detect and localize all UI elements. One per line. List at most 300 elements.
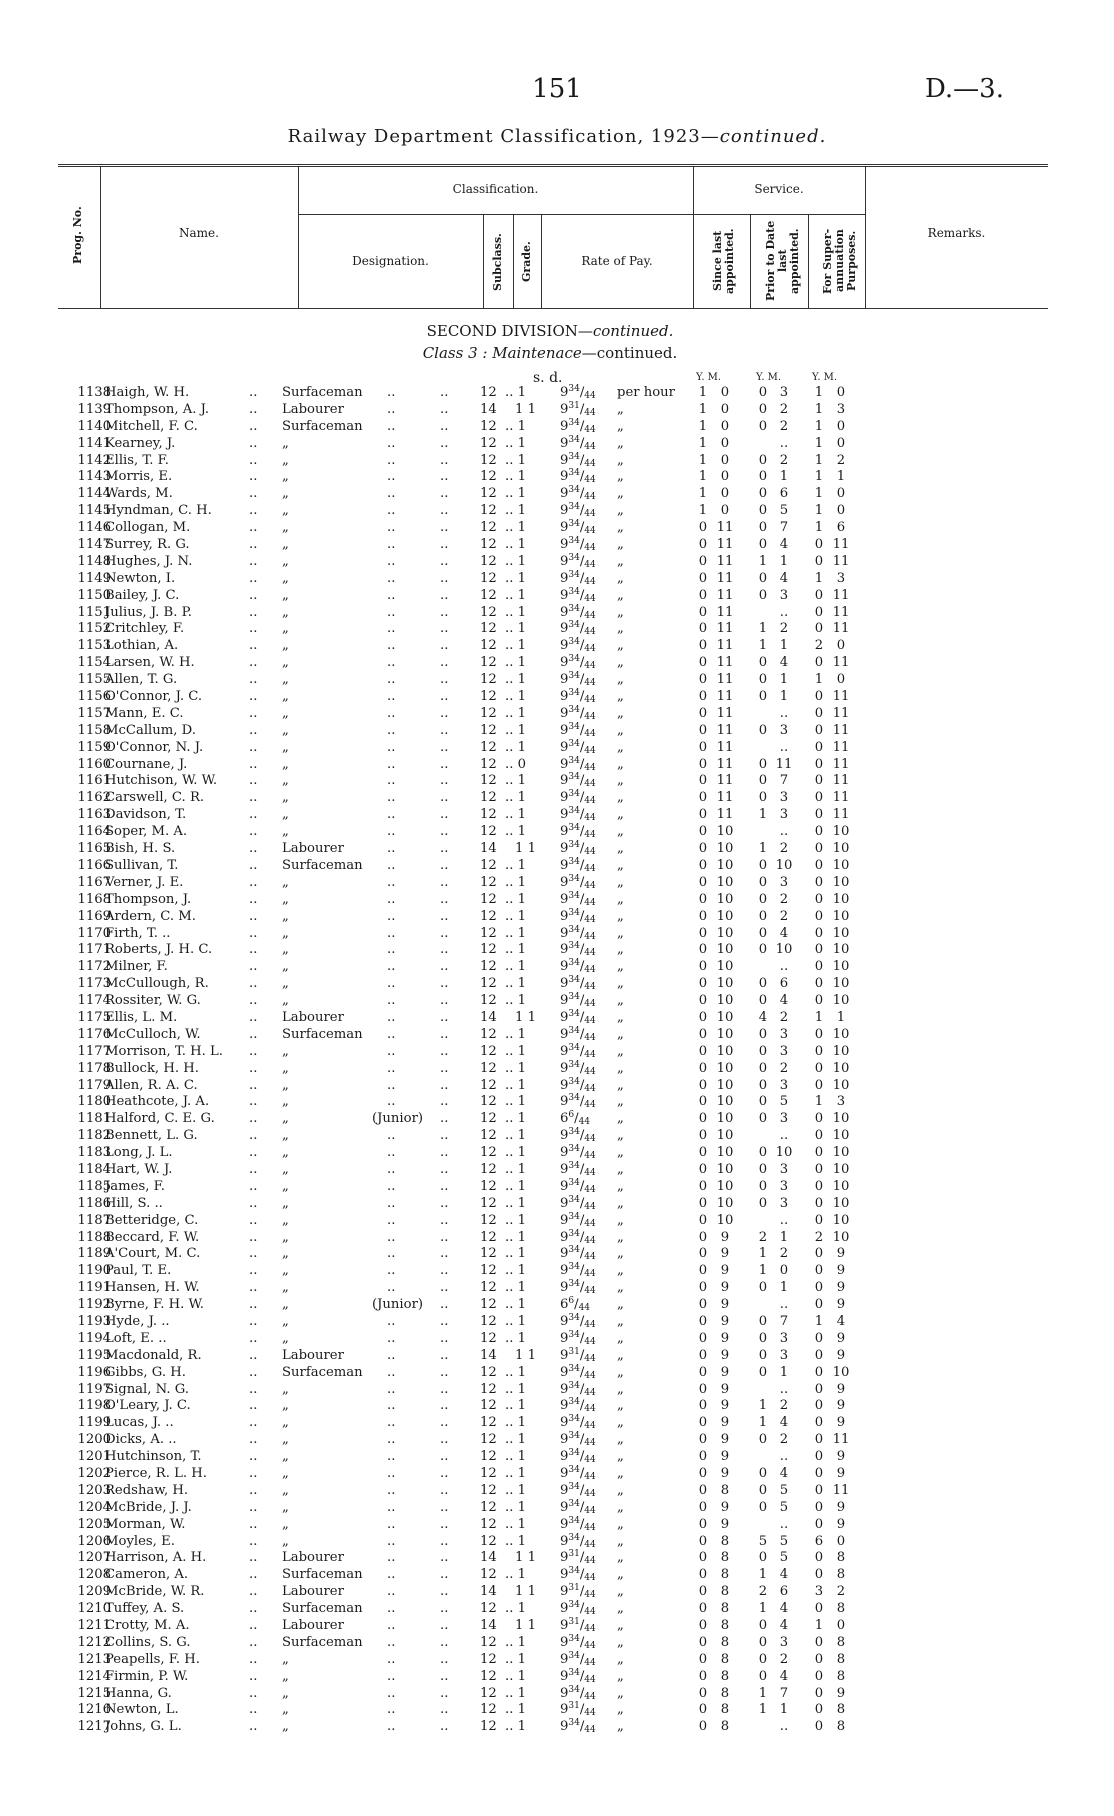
cell-designation: „ [282, 604, 289, 620]
table-body [0, 385, 1114, 1736]
table-row [0, 1719, 1114, 1736]
cell-super-months: 10 [832, 1043, 850, 1059]
cell-super-months: 0 [836, 638, 846, 654]
cell-since-years: 0 [698, 1094, 708, 1110]
cell-grade: .. 1 [505, 1330, 526, 1346]
leader-dots: .. [249, 1516, 258, 1532]
cell-rate: $9^{34}/_{44}$ [560, 1380, 596, 1398]
cell-name: Betteridge, C. [105, 1212, 199, 1228]
leader-dots: .. [440, 1668, 449, 1684]
leader-dots: .. [387, 705, 396, 721]
cell-since-months: 9 [720, 1297, 730, 1313]
cell-since-months: 8 [720, 1533, 730, 1549]
leader-dots: .. [249, 418, 258, 434]
cell-prior-months: 4 [779, 1601, 789, 1617]
cell-prior-months: .. [779, 1297, 789, 1313]
cell-grade: .. 1 [505, 1161, 526, 1177]
cell-prog-no: 1159 [77, 739, 111, 755]
cell-prior-months: 4 [779, 925, 789, 941]
cell-prior-years: 0 [758, 1161, 768, 1177]
cell-designation: „ [282, 570, 289, 586]
cell-prior-years: 0 [758, 1195, 768, 1211]
cell-prog-no: 1198 [77, 1398, 111, 1414]
cell-prog-no: 1169 [77, 908, 111, 924]
cell-super-months: 3 [836, 1094, 846, 1110]
cell-prog-no: 1181 [77, 1111, 111, 1127]
table-row [0, 1517, 1114, 1534]
cell-since-years: 0 [698, 1009, 708, 1025]
cell-designation: „ [282, 1280, 289, 1296]
cell-prior-months: 10 [775, 1145, 793, 1161]
cell-name: Kearney, J. [105, 435, 176, 451]
leader-dots: .. [387, 874, 396, 890]
cell-subclass: 12 [480, 385, 497, 400]
cell-since-months: 10 [716, 925, 734, 941]
cell-prior-years: 1 [758, 1685, 768, 1701]
cell-rate-unit: „ [617, 672, 624, 688]
cell-prior-months: 7 [779, 773, 789, 789]
leader-dots: .. [440, 1550, 449, 1566]
cell-since-months: 9 [720, 1499, 730, 1515]
cell-rate: $9^{34}/_{44}$ [560, 688, 596, 706]
cell-since-months: 9 [720, 1347, 730, 1363]
cell-prior-months: 2 [779, 452, 789, 468]
currency-units-header: s. d. [533, 370, 563, 386]
leader-dots: .. [249, 1111, 258, 1127]
cell-prior-months: .. [779, 1719, 789, 1735]
cell-super-years: 0 [814, 1195, 824, 1211]
cell-grade: 1 1 [515, 1550, 536, 1566]
cell-super-years: 0 [814, 705, 824, 721]
cell-prior-years: 0 [758, 537, 768, 553]
cell-designation: „ [282, 1297, 289, 1313]
cell-name: Lothian, A. [105, 638, 179, 654]
cell-subclass: 12 [480, 520, 497, 536]
cell-prog-no: 1190 [77, 1263, 111, 1279]
leader-dots: .. [249, 942, 258, 958]
cell-super-years: 0 [814, 959, 824, 975]
table-row [0, 858, 1114, 875]
leader-dots: .. [387, 1195, 396, 1211]
cell-subclass: 14 [480, 1009, 497, 1025]
cell-rate-unit: „ [617, 452, 624, 468]
cell-since-months: 8 [720, 1567, 730, 1583]
cell-super-months: 10 [832, 1364, 850, 1380]
leader-dots: .. [440, 1128, 449, 1144]
table-row [0, 1365, 1114, 1382]
cell-super-months: 10 [832, 857, 850, 873]
cell-since-years: 1 [698, 503, 708, 519]
cell-grade: .. 1 [505, 1111, 526, 1127]
cell-prior-years: 0 [758, 1280, 768, 1296]
leader-dots: .. [440, 486, 449, 502]
table-row [0, 1686, 1114, 1703]
table-row [0, 875, 1114, 892]
cell-since-months: 11 [716, 756, 734, 772]
cell-since-years: 1 [698, 418, 708, 434]
cell-prior-years: 1 [758, 553, 768, 569]
cell-subclass: 12 [480, 824, 497, 840]
cell-prog-no: 1155 [77, 672, 111, 688]
cell-since-years: 0 [698, 1195, 708, 1211]
cell-prior-years: 0 [758, 1330, 768, 1346]
leader-dots: .. [440, 621, 449, 637]
cell-rate: $9^{34}/_{44}$ [560, 536, 596, 554]
leader-dots: .. [387, 486, 396, 502]
cell-rate: $9^{34}/_{44}$ [560, 1160, 596, 1178]
table-row [0, 841, 1114, 858]
cell-name: Ardern, C. M. [105, 908, 196, 924]
cell-super-months: 10 [832, 1128, 850, 1144]
cell-super-months: 4 [836, 1313, 846, 1329]
cell-designation: Labourer [282, 1584, 344, 1600]
cell-subclass: 12 [480, 1313, 497, 1329]
cell-grade: .. 1 [505, 638, 526, 654]
leader-dots: .. [440, 773, 449, 789]
cell-since-years: 0 [698, 672, 708, 688]
cell-prog-no: 1176 [77, 1026, 111, 1042]
cell-grade: .. 1 [505, 705, 526, 721]
cell-since-years: 0 [698, 1313, 708, 1329]
cell-since-months: 11 [716, 672, 734, 688]
cell-name: Beccard, F. W. [105, 1229, 200, 1245]
cell-rate: $9^{34}/_{44}$ [560, 384, 596, 401]
cell-super-years: 0 [814, 1601, 824, 1617]
cell-since-years: 0 [698, 1702, 708, 1718]
cell-since-years: 0 [698, 756, 708, 772]
cell-since-months: 10 [716, 1178, 734, 1194]
cell-rate-unit: „ [617, 604, 624, 620]
cell-subclass: 12 [480, 1178, 497, 1194]
table-row [0, 1415, 1114, 1432]
cell-prior-years: 0 [758, 891, 768, 907]
cell-prior-months: .. [779, 739, 789, 755]
cell-since-months: 0 [720, 401, 730, 417]
leader-dots: .. [249, 1229, 258, 1245]
cell-name: Hyndman, C. H. [105, 503, 212, 519]
leader-dots: .. [440, 1178, 449, 1194]
leader-dots: .. [249, 1212, 258, 1228]
cell-since-months: 8 [720, 1634, 730, 1650]
cell-prior-months: 2 [779, 891, 789, 907]
leader-dots: .. [387, 435, 396, 451]
leader-dots: .. [387, 1702, 396, 1718]
cell-subclass: 12 [480, 773, 497, 789]
cell-designation: „ [282, 452, 289, 468]
cell-subclass: 12 [480, 739, 497, 755]
cell-subclass: 12 [480, 1026, 497, 1042]
cell-super-months: 11 [832, 1432, 850, 1448]
cell-since-months: 0 [720, 486, 730, 502]
cell-rate: $9^{31}/_{44}$ [560, 1617, 596, 1635]
cell-prog-no: 1157 [77, 705, 111, 721]
cell-grade: .. 1 [505, 1178, 526, 1194]
cell-prog-no: 1151 [77, 604, 111, 620]
cell-super-years: 0 [814, 553, 824, 569]
cell-since-months: 9 [720, 1449, 730, 1465]
cell-rate-unit: „ [617, 1111, 624, 1127]
cell-prior-years: 0 [758, 976, 768, 992]
leader-dots: .. [249, 1567, 258, 1583]
cell-rate: $9^{34}/_{44}$ [560, 671, 596, 689]
cell-prog-no: 1144 [77, 486, 111, 502]
cell-grade: .. 1 [505, 469, 526, 485]
leader-dots: .. [440, 469, 449, 485]
cell-prog-no: 1213 [77, 1651, 111, 1667]
cell-since-years: 0 [698, 824, 708, 840]
leader-dots: .. [440, 1364, 449, 1380]
cell-since-years: 0 [698, 587, 708, 603]
cell-super-months: 0 [836, 672, 846, 688]
cell-since-years: 0 [698, 959, 708, 975]
cell-super-years: 0 [814, 1297, 824, 1313]
cell-prior-years: 5 [758, 1533, 768, 1549]
table-row [0, 1432, 1114, 1449]
cell-subclass: 12 [480, 1432, 497, 1448]
cell-super-years: 2 [814, 638, 824, 654]
cell-name: O'Leary, J. C. [105, 1398, 191, 1414]
cell-grade: .. 1 [505, 1499, 526, 1515]
cell-rate-unit: „ [617, 1533, 624, 1549]
cell-designation: „ [282, 553, 289, 569]
leader-dots: .. [440, 1009, 449, 1025]
cell-since-years: 0 [698, 689, 708, 705]
cell-prior-years: 1 [758, 1263, 768, 1279]
cell-rate-unit: „ [617, 570, 624, 586]
cell-subclass: 12 [480, 1263, 497, 1279]
cell-prog-no: 1209 [77, 1584, 111, 1600]
cell-rate-unit: „ [617, 1634, 624, 1650]
leader-dots: .. [387, 385, 396, 400]
cell-prior-years: 0 [758, 672, 768, 688]
leader-dots: .. [249, 1550, 258, 1566]
cell-super-years: 0 [814, 1550, 824, 1566]
cell-super-months: 11 [832, 537, 850, 553]
cell-rate-unit: „ [617, 587, 624, 603]
cell-super-years: 1 [814, 570, 824, 586]
cell-rate: $9^{34}/_{44}$ [560, 586, 596, 604]
leader-dots: .. [440, 739, 449, 755]
cell-super-months: 10 [832, 824, 850, 840]
cell-grade: .. 1 [505, 891, 526, 907]
cell-prior-months: 2 [779, 401, 789, 417]
cell-grade: 1 1 [515, 401, 536, 417]
cell-designation: „ [282, 756, 289, 772]
cell-rate-unit: „ [617, 1702, 624, 1718]
cell-since-months: 9 [720, 1381, 730, 1397]
cell-subclass: 12 [480, 1280, 497, 1296]
cell-grade: .. 1 [505, 790, 526, 806]
cell-designation: „ [282, 1449, 289, 1465]
cell-subclass: 12 [480, 1229, 497, 1245]
cell-prior-months: 4 [779, 655, 789, 671]
cell-rate: $9^{34}/_{44}$ [560, 1025, 596, 1043]
leader-dots: .. [440, 689, 449, 705]
cell-prior-months: 2 [779, 1651, 789, 1667]
cell-designation: „ [282, 722, 289, 738]
leader-dots: .. [387, 1280, 396, 1296]
cell-name: Milner, F. [105, 959, 168, 975]
cell-name: Soper, M. A. [105, 824, 188, 840]
table-row [0, 1635, 1114, 1652]
cell-rate: $9^{34}/_{44}$ [560, 704, 596, 722]
cell-name: Hanna, G. [105, 1685, 172, 1701]
cell-prior-years: 0 [758, 587, 768, 603]
cell-designation: Labourer [282, 1347, 344, 1363]
cell-rate: $9^{34}/_{44}$ [560, 1684, 596, 1702]
cell-prog-no: 1164 [77, 824, 111, 840]
leader-dots: .. [387, 604, 396, 620]
cell-name: Signal, N. G. [105, 1381, 189, 1397]
leader-dots: .. [387, 1330, 396, 1346]
leader-dots: .. [387, 672, 396, 688]
cell-designation: „ [282, 1094, 289, 1110]
cell-super-years: 0 [814, 1128, 824, 1144]
cell-grade: .. 1 [505, 942, 526, 958]
cell-rate: $9^{34}/_{44}$ [560, 1262, 596, 1280]
cell-super-months: 11 [832, 773, 850, 789]
cell-since-months: 8 [720, 1618, 730, 1634]
leader-dots: .. [440, 638, 449, 654]
cell-since-months: 0 [720, 418, 730, 434]
cell-super-months: 0 [836, 1533, 846, 1549]
leader-dots: .. [387, 1009, 396, 1025]
cell-subclass: 12 [480, 1651, 497, 1667]
leader-dots: .. [249, 520, 258, 536]
cell-prog-no: 1205 [77, 1516, 111, 1532]
cell-grade: .. 1 [505, 621, 526, 637]
cell-rate-unit: „ [617, 807, 624, 823]
leader-dots: .. [249, 959, 258, 975]
leader-dots: .. [440, 435, 449, 451]
cell-super-months: 8 [836, 1634, 846, 1650]
cell-designation: Labourer [282, 841, 344, 857]
leader-dots: .. [440, 1246, 449, 1262]
cell-since-months: 8 [720, 1668, 730, 1684]
leader-dots: .. [249, 1398, 258, 1414]
cell-name: Hutchinson, T. [105, 1449, 202, 1465]
leader-dots: .. [249, 452, 258, 468]
leader-dots: .. [387, 1685, 396, 1701]
cell-designation: „ [282, 1128, 289, 1144]
leader-dots: .. [440, 655, 449, 671]
header-subclass: Subclass. [491, 233, 504, 291]
cell-prog-no: 1192 [77, 1297, 111, 1313]
cell-super-years: 0 [814, 874, 824, 890]
cell-rate-unit: „ [617, 1364, 624, 1380]
cell-since-years: 0 [698, 1449, 708, 1465]
cell-since-years: 0 [698, 841, 708, 857]
leader-dots: .. [387, 1398, 396, 1414]
cell-since-months: 10 [716, 1043, 734, 1059]
cell-name: McBride, W. R. [105, 1584, 205, 1600]
cell-since-months: 0 [720, 385, 730, 400]
cell-prior-months: 4 [779, 537, 789, 553]
table-row [0, 1534, 1114, 1551]
cell-since-months: 0 [720, 452, 730, 468]
cell-prior-months: 1 [779, 1229, 789, 1245]
cell-name: McCullough, R. [105, 976, 209, 992]
cell-since-years: 0 [698, 773, 708, 789]
cell-rate-unit: „ [617, 401, 624, 417]
cell-name: Harrison, A. H. [105, 1550, 207, 1566]
title-main: Railway Department Classification, 1923 [287, 126, 701, 147]
cell-since-months: 10 [716, 1111, 734, 1127]
leader-dots: .. [249, 841, 258, 857]
leader-dots: .. [249, 1347, 258, 1363]
cell-since-months: 10 [716, 1145, 734, 1161]
cell-since-months: 8 [720, 1685, 730, 1701]
cell-rate: $9^{34}/_{44}$ [560, 721, 596, 739]
cell-designation: Surfaceman [282, 1601, 363, 1617]
cell-prior-years: 0 [758, 1668, 768, 1684]
cell-super-years: 0 [814, 1077, 824, 1093]
cell-super-months: 11 [832, 807, 850, 823]
cell-prog-no: 1184 [77, 1161, 111, 1177]
cell-name: Surrey, R. G. [105, 537, 190, 553]
cell-rate-unit: „ [617, 908, 624, 924]
cell-designation: „ [282, 1330, 289, 1346]
leader-dots: .. [440, 790, 449, 806]
cell-subclass: 12 [480, 1111, 497, 1127]
header-prog-no: Prog. No. [71, 206, 84, 264]
cell-name: Collogan, M. [105, 520, 191, 536]
cell-grade: .. 1 [505, 553, 526, 569]
cell-rate-unit: „ [617, 1043, 624, 1059]
leader-dots: .. [387, 1077, 396, 1093]
cell-since-months: 10 [716, 1195, 734, 1211]
cell-rate: $9^{34}/_{44}$ [560, 1312, 596, 1330]
cell-prior-years: 0 [758, 1364, 768, 1380]
cell-prior-years: 0 [758, 1651, 768, 1667]
cell-since-months: 10 [716, 959, 734, 975]
leader-dots: .. [387, 401, 396, 417]
cell-rate-unit: „ [617, 1499, 624, 1515]
cell-super-years: 0 [814, 756, 824, 772]
leader-dots: .. [387, 959, 396, 975]
cell-rate: $9^{34}/_{44}$ [560, 924, 596, 942]
cell-super-months: 10 [832, 1111, 850, 1127]
cell-prior-months: 11 [775, 756, 793, 772]
cell-prior-years: 0 [758, 1466, 768, 1481]
leader-dots: .. [387, 857, 396, 873]
cell-prior-months: 2 [779, 1432, 789, 1448]
cell-prior-years: 0 [758, 520, 768, 536]
cell-subclass: 12 [480, 1719, 497, 1735]
cell-name: Hughes, J. N. [105, 553, 193, 569]
cell-designation: „ [282, 537, 289, 553]
leader-dots: .. [249, 1145, 258, 1161]
cell-since-months: 11 [716, 621, 734, 637]
cell-since-years: 0 [698, 1347, 708, 1363]
cell-prog-no: 1189 [77, 1246, 111, 1262]
cell-subclass: 12 [480, 655, 497, 671]
cell-since-years: 0 [698, 655, 708, 671]
cell-subclass: 12 [480, 942, 497, 958]
cell-super-months: 8 [836, 1668, 846, 1684]
cell-rate-unit: „ [617, 1668, 624, 1684]
cell-prior-months: 5 [779, 1499, 789, 1515]
cell-designation: Surfaceman [282, 857, 363, 873]
cell-rate: $9^{34}/_{44}$ [560, 806, 596, 824]
leader-dots: .. [249, 1263, 258, 1279]
cell-rate-unit: „ [617, 824, 624, 840]
cell-subclass: 12 [480, 1702, 497, 1718]
leader-dots: .. [249, 503, 258, 519]
cell-rate-unit: „ [617, 1009, 624, 1025]
cell-prior-months: 2 [779, 841, 789, 857]
table-row [0, 1584, 1114, 1601]
